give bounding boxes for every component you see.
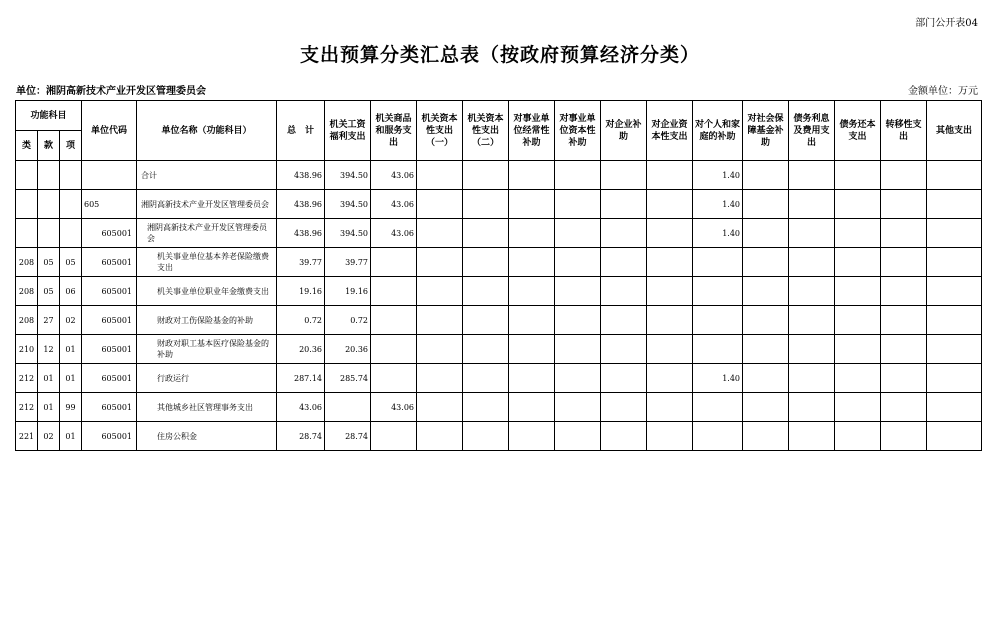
row-name: 行政运行 xyxy=(137,364,277,393)
table-body xyxy=(16,161,982,451)
table-header xyxy=(16,101,982,161)
cell-total: 438.96 xyxy=(277,190,325,219)
header-lei: 类 xyxy=(16,131,38,161)
row-name: 机关事业单位基本养老保险缴费支出 xyxy=(137,248,277,277)
cell-total: 19.16 xyxy=(277,277,325,306)
row-name: 合计 xyxy=(137,161,277,190)
row-name: 湘阴高新技术产业开发区管理委员会 xyxy=(137,219,277,248)
cell-total: 20.36 xyxy=(277,335,325,364)
header-c12: 债务还本支出 xyxy=(835,101,881,161)
header-c5: 对事业单位经常性补助 xyxy=(509,101,555,161)
header-c3: 机关资本性支出（一） xyxy=(417,101,463,161)
header-c6: 对事业单位资本性补助 xyxy=(555,101,601,161)
header-kuan: 款 xyxy=(38,131,60,161)
row-name: 湘阴高新技术产业开发区管理委员会 xyxy=(137,190,277,219)
header-c11: 债务利息及费用支出 xyxy=(789,101,835,161)
row-name: 其他城乡社区管理事务支出 xyxy=(137,393,277,422)
header-unit-name: 单位名称（功能科目） xyxy=(137,101,277,161)
table-row: 221 02 01 605001 住房公积金 28.74 28.74 xyxy=(16,422,982,451)
cell-total: 438.96 xyxy=(277,161,325,190)
row-name: 机关事业单位职业年金缴费支出 xyxy=(137,277,277,306)
table-row: 210 12 01 605001 财政对职工基本医疗保险基金的补助 20.36 20.36 xyxy=(16,335,982,364)
row-name: 财政对职工基本医疗保险基金的补助 xyxy=(137,335,277,364)
header-unit-code: 单位代码 xyxy=(82,101,137,161)
header-c14: 其他支出 xyxy=(927,101,982,161)
header-c13: 转移性支出 xyxy=(881,101,927,161)
header-c1: 机关工资福利支出 xyxy=(325,101,371,161)
cell-total: 43.06 xyxy=(277,393,325,422)
table-row: 208 05 06 605001 机关事业单位职业年金缴费支出 19.16 19.16 xyxy=(16,277,982,306)
table-row: 212 01 99 605001 其他城乡社区管理事务支出 43.06 43.06 xyxy=(16,393,982,422)
header-c7: 对企业补助 xyxy=(601,101,647,161)
header-c2: 机关商品和服务支出 xyxy=(371,101,417,161)
header-func-group: 功能科目 xyxy=(16,101,82,131)
header-c9: 对个人和家庭的补助 xyxy=(693,101,743,161)
table-row: 208 27 02 605001 财政对工伤保险基金的补助 0.72 0.72 xyxy=(16,306,982,335)
table-row: 合计 438.96 394.50 43.06 1.40 xyxy=(16,161,982,190)
table-row: 208 05 05 605001 机关事业单位基本养老保险缴费支出 39.77 39.77 xyxy=(16,248,982,277)
table-row: 212 01 01 605001 行政运行 287.14 285.74 1.40 xyxy=(16,364,982,393)
cell-total: 28.74 xyxy=(277,422,325,451)
header-xiang: 项 xyxy=(60,131,82,161)
header-c10: 对社会保障基金补助 xyxy=(743,101,789,161)
form-number-label: 部门公开表04 xyxy=(915,18,978,29)
table-row: 605001 湘阴高新技术产业开发区管理委员会 438.96 394.50 43.06 1.40 xyxy=(16,219,982,248)
cell-total: 0.72 xyxy=(277,306,325,335)
cell-total: 39.77 xyxy=(277,248,325,277)
header-c8: 对企业资本性支出 xyxy=(647,101,693,161)
row-name: 财政对工伤保险基金的补助 xyxy=(137,306,277,335)
row-name: 住房公积金 xyxy=(137,422,277,451)
page-title: 支出预算分类汇总表（按政府预算经济分类） xyxy=(299,44,700,66)
unit-label: 单位：湘阴高新技术产业开发区管理委员会 xyxy=(16,86,206,97)
header-total: 总 计 xyxy=(277,101,325,161)
table-row: 605 湘阴高新技术产业开发区管理委员会 438.96 394.50 43.06 1.40 xyxy=(16,190,982,219)
cell-total: 287.14 xyxy=(277,364,325,393)
expenditure-table xyxy=(15,100,982,451)
header-c4: 机关资本性支出（二） xyxy=(463,101,509,161)
money-unit-label: 金额单位：万元 xyxy=(908,86,978,97)
cell-total: 438.96 xyxy=(277,219,325,248)
